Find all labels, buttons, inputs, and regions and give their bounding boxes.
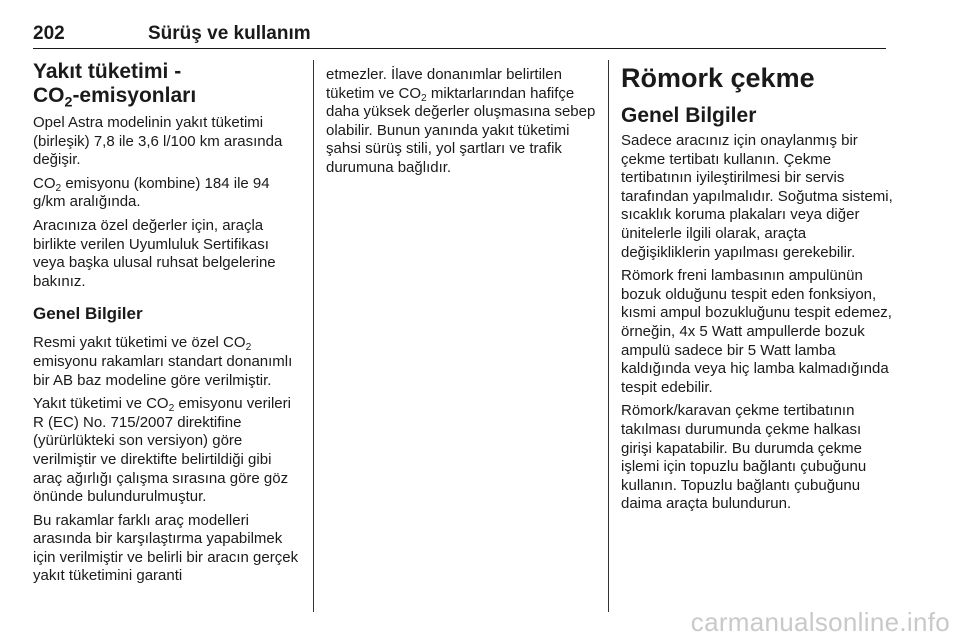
section-title: Sürüş ve kullanım (148, 23, 311, 44)
towing-heading: Römork çekme (621, 63, 815, 93)
text-rest: emisyonu verileri R (EC) No. 715/2007 direktifine (yürürlükteki son versiyon) göre verilmiştir ve direktifte belirtildiği gibi araç ağırlığı çalışma sırasına göre göz önünde bulundurulmuştur. (33, 395, 291, 506)
general-info-heading: Genel Bilgiler (33, 304, 143, 324)
paragraph-consumption-range: Opel Astra modelinin yakıt tüketimi (birleşik) 7,8 ile 3,6 l/100 km arasında değişir. (33, 114, 283, 169)
text-lead: Yakıt tüketimi ve CO (33, 395, 169, 413)
column-divider (313, 60, 314, 612)
paragraph-towing-eye: Römork/karavan çekme tertibatının takılması durumunda çekme halkası girişi kapatabilir. Bu durumda çekme işlemi için topuzlu bağlantı çubuğunu kullanın. Topuzlu bağlantı çubuğunu daima araçta bulundurun. (621, 402, 867, 513)
page-number: 202 (33, 23, 65, 44)
text-rest: emisyonu rakamları standart donanımlı bir AB baz modeline göre verilmiştir. (33, 352, 293, 389)
column-middle (326, 66, 600, 183)
heading-emissions: -emisyonları (72, 84, 197, 107)
heading-subscript: 2 (64, 94, 73, 111)
text-co: CO (33, 174, 56, 192)
heading-co: CO (33, 84, 65, 107)
text-rest: miktarlarından hafifçe daha yüksek değerler oluşmasına sebep olabilir. Bunun yanında yakıt tüketimi şahsi sürüş stili, yol şartları ve trafik durumuna bağlıdır. (326, 84, 596, 176)
paragraph-comparison: Bu rakamlar farklı araç modelleri arasında bir karşılaştırma yapabilmek için verilmiştir ve belirli bir aracın gerçek yakıt tüketimini garanti (33, 511, 299, 585)
paragraph-official-values (33, 334, 303, 390)
subscript: 2 (421, 92, 427, 104)
paragraph-continued (326, 66, 600, 178)
paragraph-directive (33, 395, 303, 507)
column-left (33, 60, 303, 591)
fuel-consumption-heading (33, 60, 303, 111)
watermark: carmanualsonline.info (690, 607, 950, 637)
text-rest: emisyonu (kombine) 184 ile 94 g/km aralığında. (33, 174, 270, 211)
heading-line-1: Yakıt tüketimi - (33, 60, 182, 83)
column-divider (608, 60, 609, 612)
text-lead: Resmi yakıt tüketimi ve özel CO (33, 334, 246, 352)
subscript: 2 (168, 403, 175, 415)
towing-general-heading: Genel Bilgiler (621, 104, 757, 127)
paragraph-certificate: Aracınıza özel değerler için, araçla birlikte verilen Uyumluluk Sertifikası veya başka ulusal ruhsat belgelerine bakınız. (33, 216, 276, 290)
text-lead: etmezler. İlave donanımlar belirtilen tüketim ve CO (326, 66, 562, 102)
paragraph-co2-range (33, 175, 303, 212)
paragraph-towbar: Sadece aracınız için onaylanmış bir çekme tertibatı kullanın. Çekme tertibatının iyileştirilmesi bir servis tarafından yapılmalıdır. Soğutma sistemi, sıcaklık koruma plakaları veya diğer ünitelerle ilgili olarak, araçta değişikliklerin yapılması gerekebilir. (621, 132, 893, 261)
page-header (33, 22, 886, 49)
paragraph-brake-lamp: Römork freni lambasının ampulünün bozuk olduğunu tespit eden fonksiyon, kısmi ampul bozukluğunu tespit edemez, örneğin, 4x 5 Watt ampullerde bozuk ampulü sadece bir 5 Watt lamba kaldığında veya hiç lamba kalmadığında tespit edebilir. (621, 267, 892, 396)
column-right (621, 60, 896, 519)
subscript: 2 (245, 342, 252, 354)
subscript: 2 (55, 182, 62, 194)
